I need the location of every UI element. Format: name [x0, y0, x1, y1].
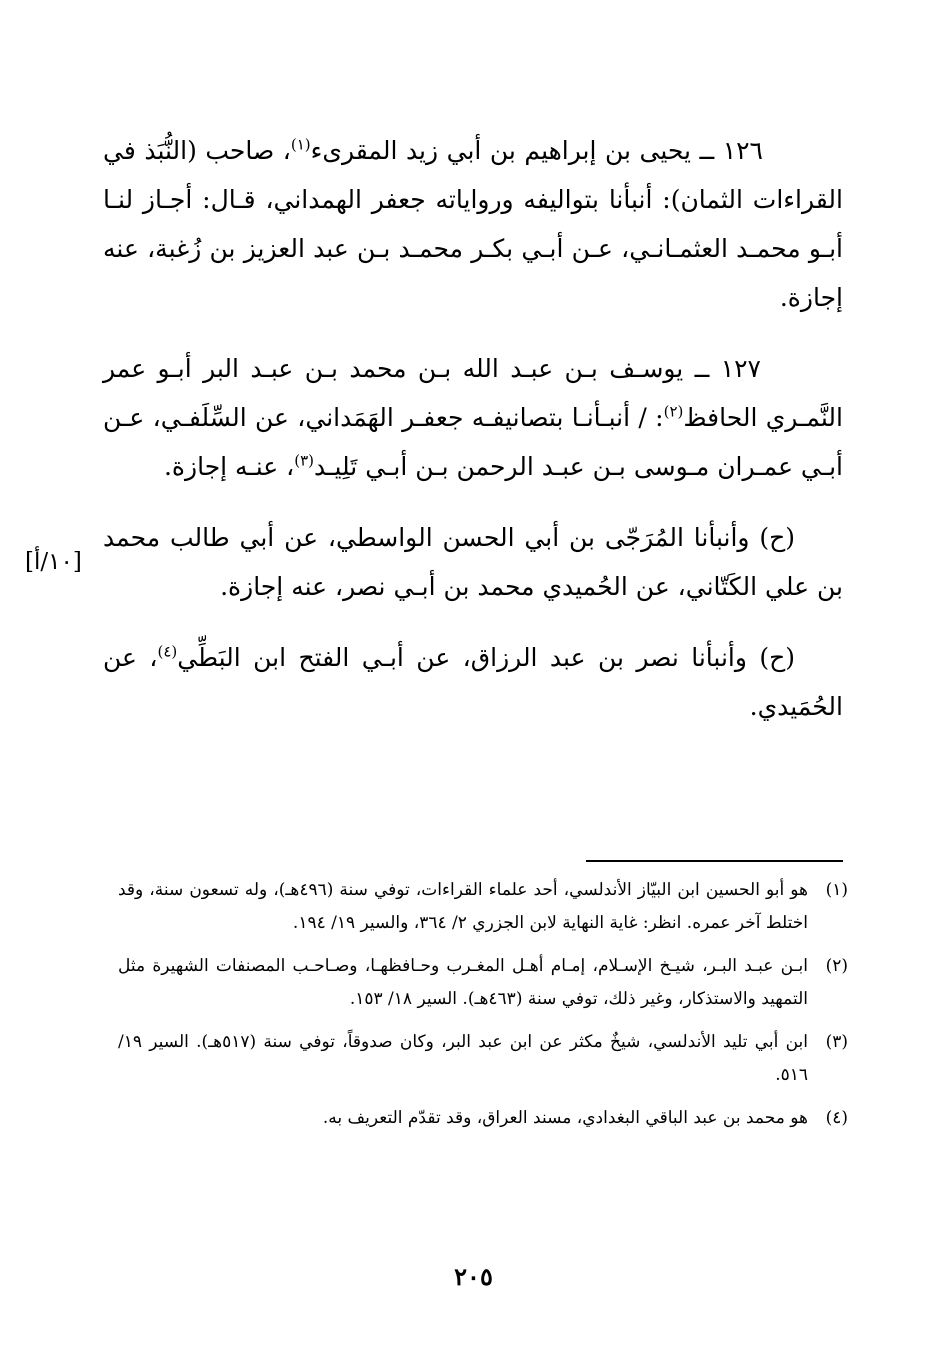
footnote-number: (٤): [825, 1108, 848, 1128]
entry-127-text-middle: : / أنبـأنـا بتصانيفـه جعفـر الهَمَداني، عن السِّلَفـي، عـن أبـي عمـران مـوسى بـن عبـد الرحمن بـن أبـي تَلِيـد: [103, 403, 843, 481]
manuscript-folio-marker: [١٠/أ]: [25, 549, 82, 575]
footnote-text: ابـن عبـد البـر، شيـخ الإسـلام، إمـام أهـل المغـرب وحـافظهـا، وصـاحـب المصنفات الشهيرة مثل التمهيد والاستذكار، وغير ذلك، توفي سنة (٤٦٣هـ). السير ١٨/ ١٥٣.: [118, 956, 808, 1009]
entry-126-text-start: ١٢٦ ــ يحيى بن إبراهيم بن أبي زيد المقرىء: [310, 136, 763, 165]
footnote-ref-4: (٤): [157, 642, 178, 661]
footnote-3: [118, 1026, 848, 1092]
footnote-ref-3: (٣): [294, 451, 315, 470]
footnote-number: (٢): [825, 956, 848, 976]
footnote-number: (٣): [825, 1032, 848, 1052]
ha-paragraph-2: [103, 633, 843, 731]
entry-127: [103, 344, 843, 491]
footnotes: [118, 874, 848, 1145]
page-number: ٢٠٥: [454, 1262, 493, 1291]
footnote-number: (١): [825, 880, 848, 900]
footnote-separator: [586, 860, 843, 862]
entry-126: [103, 126, 843, 322]
entry-127-text-end: ، عنـه إجازة.: [163, 452, 295, 481]
ha-paragraph-1: [103, 513, 843, 611]
footnote-text: هو أبو الحسين ابن البيّاز الأندلسي، أحد علماء القراءات، توفي سنة (٤٩٦هـ)، وله تسعون سنة، وقد اختلط آخر عمره. انظر: غاية النهاية لابن الجزري ٢/ ٣٦٤، والسير ١٩/ ١٩٤.: [118, 880, 808, 933]
ha-paragraph-2-text-start: (ح) وأنبأنا نصر بن عبد الرزاق، عن أبـي الفتح ابن البَطِّي: [177, 643, 795, 672]
footnote-text: ابن أبي تليد الأندلسي، شيخٌ مكثر عن ابن عبد البر، وكان صدوقاً، توفي سنة (٥١٧هـ). السير ١٩/ ٥١٦.: [118, 1032, 808, 1085]
ha-paragraph-2-text-end: ، عن الحُمَيدي.: [103, 643, 843, 721]
main-text: [25, 126, 843, 753]
footnote-2: [118, 950, 848, 1016]
footnote-4: [118, 1102, 848, 1135]
footnote-text: هو محمد بن عبد الباقي البغدادي، مسند العراق، وقد تقدّم التعريف به.: [322, 1108, 808, 1128]
entry-126-text-end: ، صاحب (النُّبَذ في القراءات الثمان): أنبأنا بتواليفه ورواياته جعفر الهمداني، قـال: أجـاز لنـا أبـو محمـد العثمـانـي، عـن أبـي بكـر محمـد بـن عبد العزيز بن زُغبة، عنه إجازة.: [103, 136, 843, 312]
footnote-ref-2: (٢): [663, 402, 684, 421]
entry-127-text-start: ١٢٧ ــ يوسـف بـن عبـد الله بـن محمد بـن عبـد البر أبـو عمر النَّمـري الحافظ: [103, 354, 843, 432]
ha-paragraph-1-text: (ح) وأنبأنا المُرَجّى بن أبي الحسن الواسطي، عن أبي طالب محمد بن علي الكَتّاني، عن الحُميدي محمد بن أبـي نصر، عنه إجازة.: [103, 523, 843, 601]
footnote-ref-1: (١): [290, 135, 311, 154]
footnote-1: [118, 874, 848, 940]
